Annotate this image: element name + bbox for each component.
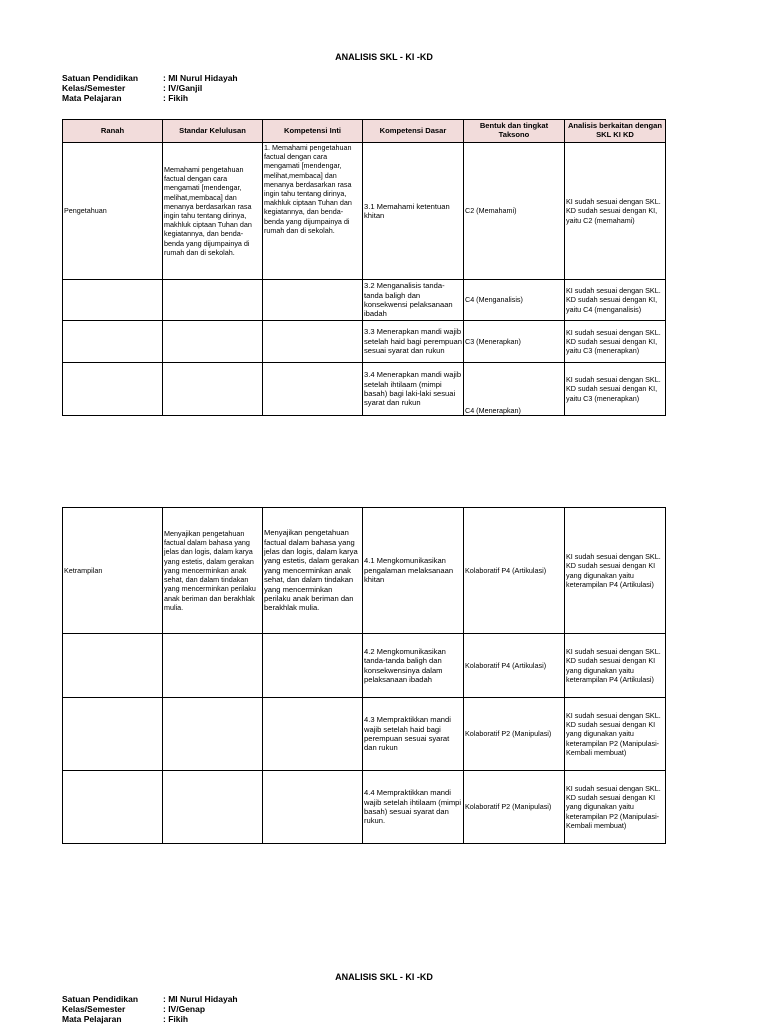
cell-kd: 4.4 Mempraktikkan mandi wajib setelah ihtilaam (mimpi basah) sesuai syarat dan rukun. xyxy=(363,771,464,844)
cell-ki xyxy=(263,363,363,416)
cell-taksonomi: C3 (Menerapkan) xyxy=(464,321,565,363)
cell-ranah: Pengetahuan xyxy=(63,143,163,280)
table-row xyxy=(63,363,666,416)
cell-skl: Memahami pengetahuan factual dengan cara mengamati [mendengar, melihat,membaca] dan menanya berdasarkan rasa ingin tahu tentang dirinya, makhluk ciptaan Tuhan dan kegiatannya, dan benda-benda yang dijumpainya di rumah dan di sekolah. xyxy=(163,143,263,280)
cell-skl xyxy=(163,321,263,363)
column-header-kompetensi-dasar: Kompetensi Dasar xyxy=(363,120,464,143)
analysis-table-pengetahuan xyxy=(62,119,666,416)
meta-label: Mata Pelajaran xyxy=(62,1014,122,1024)
meta-value: : MI Nurul Hidayah xyxy=(163,994,238,1004)
cell-taksonomi: Kolaboratif P2 (Manipulasi) xyxy=(464,698,565,771)
cell-skl xyxy=(163,363,263,416)
cell-ki: Menyajikan pengetahuan factual dalam bahasa yang jelas dan logis, dalam karya yang estetis, dalam gerakan yang mencerminkan anak sehat, dan dalam tindakan yang mencerminkan perilaku anak beriman dan berakhlak mulia. xyxy=(263,508,363,634)
cell-taksonomi: Kolaboratif P4 (Artikulasi) xyxy=(464,508,565,634)
cell-ranah xyxy=(63,698,163,771)
meta-value: : Fikih xyxy=(163,93,189,103)
cell-skl xyxy=(163,698,263,771)
cell-kd: 4.3 Mempraktikkan mandi wajib setelah haid bagi perempuan sesuai syarat dan rukun xyxy=(363,698,464,771)
cell-ki xyxy=(263,321,363,363)
meta-value: : Fikih xyxy=(163,1014,189,1024)
column-header-analisis: Analisis berkaitan dengan SKL KI KD xyxy=(565,120,666,143)
table-row xyxy=(63,280,666,321)
cell-taksonomi: C4 (Menganalisis) xyxy=(464,280,565,321)
cell-kd: 3.3 Menerapkan mandi wajib setelah haid bagi perempuan sesuai syarat dan rukun xyxy=(363,321,464,363)
table-row xyxy=(63,321,666,363)
cell-taksonomi: Kolaboratif P2 (Manipulasi) xyxy=(464,771,565,844)
cell-analisis: KI sudah sesuai dengan SKL. KD sudah sesuai dengan KI yang digunakan yaitu keterampilan P2 (Manipulasi- Kembali membuat) xyxy=(565,698,666,771)
cell-analisis: KI sudah sesuai dengan SKL. KD sudah sesuai dengan KI yang digunakan yaitu keterampilan P2 (Manipulasi- Kembali membuat) xyxy=(565,771,666,844)
cell-ranah xyxy=(63,321,163,363)
cell-analisis: KI sudah sesuai dengan SKL. KD sudah sesuai dengan KI, yaitu C3 (menerapkan) xyxy=(565,363,666,416)
cell-ki xyxy=(263,280,363,321)
cell-ki xyxy=(263,698,363,771)
cell-skl xyxy=(163,634,263,698)
cell-analisis: KI sudah sesuai dengan SKL. KD sudah sesuai dengan KI yang digunakan yaitu keterampilan P4 (Artikulasi) xyxy=(565,634,666,698)
cell-analisis: KI sudah sesuai dengan SKL. KD sudah sesuai dengan KI, yaitu C4 (menganalisis) xyxy=(565,280,666,321)
table-header-row xyxy=(63,120,666,143)
meta-label: Satuan Pendidikan xyxy=(62,994,139,1004)
meta-label: Kelas/Semester xyxy=(62,1004,126,1014)
cell-ranah xyxy=(63,363,163,416)
cell-skl: Menyajikan pengetahuan factual dalam bahasa yang jelas dan logis, dalam karya yang estetis, dalam gerakan yang mencerminkan anak sehat, dan dalam tindakan yang mencerminkan perilaku anak beriman dan berakhlak mulia. xyxy=(163,508,263,634)
cell-ranah xyxy=(63,280,163,321)
cell-taksonomi: C4 (Menerapkan) xyxy=(464,363,565,416)
table-row xyxy=(63,634,666,698)
cell-ranah: Ketrampilan xyxy=(63,508,163,634)
analysis-table-keterampilan xyxy=(62,507,666,844)
cell-kd: 3.2 Menganalisis tanda-tanda baligh dan konsekwensi pelaksanaan ibadah xyxy=(363,280,464,321)
document-title: ANALISIS SKL - KI -KD xyxy=(335,52,433,62)
cell-kd: 3.1 Memahami ketentuan khitan xyxy=(363,143,464,280)
table-row xyxy=(63,771,666,844)
cell-analisis: KI sudah sesuai dengan SKL. KD sudah sesuai dengan KI, yaitu C2 (memahami) xyxy=(565,143,666,280)
meta-label: Kelas/Semester xyxy=(62,83,126,93)
cell-analisis: KI sudah sesuai dengan SKL. KD sudah sesuai dengan KI, yaitu C3 (menerapkan) xyxy=(565,321,666,363)
document-title: ANALISIS SKL - KI -KD xyxy=(335,972,433,982)
meta-value: : IV/Ganjil xyxy=(163,83,203,93)
cell-ki: 1. Memahami pengetahuan factual dengan cara mengamati [mendengar, melihat,membaca] dan menanya berdasarkan rasa ingin tahu tentang dirinya, makhluk ciptaan Tuhan dan kegiatannya, dan benda-benda yang dijumpainya di rumah dan di sekolah. xyxy=(263,143,363,280)
table-row xyxy=(63,698,666,771)
column-header-ranah: Ranah xyxy=(63,120,163,143)
cell-analisis: KI sudah sesuai dengan SKL. KD sudah sesuai dengan KI yang digunakan yaitu keterampilan P4 (Artikulasi) xyxy=(565,508,666,634)
cell-taksonomi: Kolaboratif P4 (Artikulasi) xyxy=(464,634,565,698)
cell-taksonomi: C2 (Memahami) xyxy=(464,143,565,280)
cell-kd: 3.4 Menerapkan mandi wajib setelah ihtilaam (mimpi basah) bagi laki-laki sesuai syarat dan rukun xyxy=(363,363,464,416)
meta-label: Mata Pelajaran xyxy=(62,93,122,103)
column-header-taksonomi: Bentuk dan tingkat Taksono xyxy=(464,120,565,143)
cell-skl xyxy=(163,280,263,321)
meta-label: Satuan Pendidikan xyxy=(62,73,139,83)
cell-kd: 4.1 Mengkomunikasikan pengalaman melaksanaan khitan xyxy=(363,508,464,634)
column-header-standar-kelulusan: Standar Kelulusan xyxy=(163,120,263,143)
cell-ranah xyxy=(63,771,163,844)
cell-ki xyxy=(263,634,363,698)
cell-skl xyxy=(163,771,263,844)
cell-ki xyxy=(263,771,363,844)
table-row xyxy=(63,143,666,280)
meta-value: : IV/Genap xyxy=(163,1004,206,1014)
cell-ranah xyxy=(63,634,163,698)
cell-kd: 4.2 Mengkomunikasikan tanda-tanda baligh dan konsekwensinya dalam pelaksanaan ibadah xyxy=(363,634,464,698)
meta-value: : MI Nurul Hidayah xyxy=(163,73,238,83)
column-header-kompetensi-inti: Kompetensi Inti xyxy=(263,120,363,143)
table-row xyxy=(63,508,666,634)
